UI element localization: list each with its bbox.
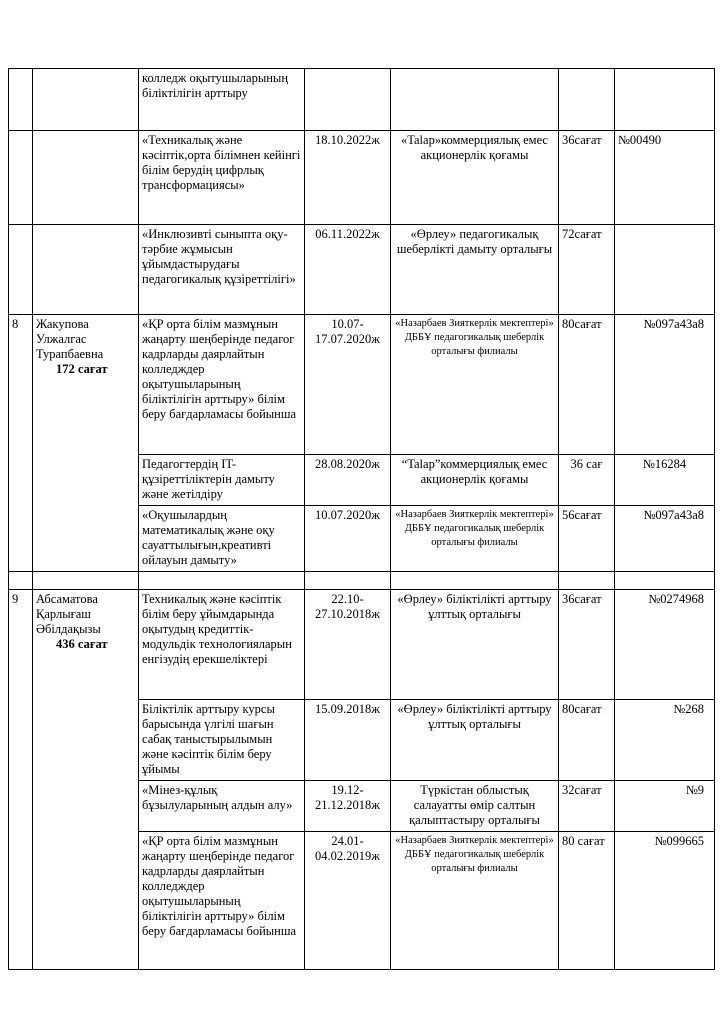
course-cell: «Оқушылардың математикалық және оқу сауаттылығын,креативті ойлауын дамыту»	[139, 506, 305, 572]
hours-cell: 72сағат	[559, 225, 615, 315]
total-hours: 436 сағат	[56, 637, 108, 651]
hours-cell: 36сағат	[559, 590, 615, 700]
hours-cell: 80 сағат	[559, 832, 615, 970]
course-cell: Техникалық және кәсіптік білім беру ұйымдарында оқытудың кредиттік-модульдік технологияларын енгізудің ерекшеліктері	[139, 590, 305, 700]
cert-cell	[615, 69, 715, 131]
date-cell: 06.11.2022ж	[305, 225, 391, 315]
training-table	[8, 68, 715, 970]
course-cell: «ҚР орта білім мазмұнын жаңарту шеңберінде педагог кадрларды даярлайтын колледждер оқытушыларының біліктілігін арттыру» білім беру бағдарламасы бойынша	[139, 832, 305, 970]
person-name: Жакупова Улжалгас Турапбаевна	[36, 317, 104, 361]
date-cell: 28.08.2020ж	[305, 455, 391, 506]
person-name-cell	[33, 590, 139, 970]
course-cell: Педагогтердің IT-құзіреттіліктерін дамыту және жетілдіру	[139, 455, 305, 506]
org-cell: Түркістан облыстық салауатты өмір салтын қалыптастыру орталығы	[391, 781, 559, 832]
cert-cell: №00490	[615, 131, 715, 225]
org-cell: «Өрлеу» біліктілікті арттыру ұлттық орталығы	[391, 700, 559, 781]
course-cell: «Инклюзивті сыныпта оқу-тәрбие жұмысын ұйымдастырудағы педагогикалық құзіреттілігі»	[139, 225, 305, 315]
hours-cell	[559, 69, 615, 131]
cert-cell	[615, 225, 715, 315]
course-cell: «ҚР орта білім мазмұнын жаңарту шеңберінде педагог кадрларды даярлайтын колледждер оқытушыларының біліктілігін арттыру» білім беру бағдарламасы бойынша	[139, 315, 305, 455]
course-cell: колледж оқытушыларының біліктілігін арттыру	[139, 69, 305, 131]
cert-cell: №097а43а8	[615, 506, 715, 572]
num-cell	[9, 69, 33, 131]
num-cell	[9, 131, 33, 225]
org-cell: «Өрлеу» біліктілікті арттыру ұлттық орталығы	[391, 590, 559, 700]
cert-cell: №9	[615, 781, 715, 832]
date-cell: 22.10-27.10.2018ж	[305, 590, 391, 700]
date-cell: 19.12-21.12.2018ж	[305, 781, 391, 832]
row-number: 9	[9, 590, 33, 970]
date-cell: 24.01-04.02.2019ж	[305, 832, 391, 970]
name-cell	[33, 225, 139, 315]
org-cell: «Өрлеу» педагогикалық шеберлікті дамыту орталығы	[391, 225, 559, 315]
cert-cell: №268	[615, 700, 715, 781]
org-cell: «Назарбаев Зияткерлік мектептері» ДББҰ педагогикалық шеберлік орталығы филиалы	[391, 315, 559, 455]
hours-cell: 36 сағ	[559, 455, 615, 506]
name-cell	[33, 69, 139, 131]
org-cell: «Назарбаев Зияткерлік мектептері» ДББҰ педагогикалық шеберлік орталығы филиалы	[391, 506, 559, 572]
person-name: Абсаматова Қарлығаш Әбілдақызы	[36, 592, 101, 636]
date-cell: 10.07.2020ж	[305, 506, 391, 572]
date-cell	[305, 69, 391, 131]
hours-cell: 32сағат	[559, 781, 615, 832]
hours-cell: 80сағат	[559, 315, 615, 455]
name-cell	[33, 131, 139, 225]
course-cell: «Мінез-құлық бұзылуларының алдын алу»	[139, 781, 305, 832]
date-cell: 10.07-17.07.2020ж	[305, 315, 391, 455]
course-cell: «Техникалық және кәсіптік,орта білімнен кейінгі білім берудің цифрлық трансформациясы»	[139, 131, 305, 225]
cert-cell: №097а43а8	[615, 315, 715, 455]
hours-cell: 80сағат	[559, 700, 615, 781]
org-cell: “Talap”коммерциялық емес акционерлік қоғамы	[391, 455, 559, 506]
spacer-row	[9, 572, 715, 590]
cert-cell: №16284	[615, 455, 715, 506]
row-number: 8	[9, 315, 33, 572]
org-cell: «Talap»коммерциялық емес акционерлік қоғамы	[391, 131, 559, 225]
table-row	[9, 69, 715, 131]
course-cell: Біліктілік арттыру курсы барысында үлгілі шағын сабақ таныстырылымын және кәсіптік білім беру ұйымы	[139, 700, 305, 781]
person-name-cell	[33, 315, 139, 572]
date-cell: 15.09.2018ж	[305, 700, 391, 781]
num-cell	[9, 225, 33, 315]
table-row	[9, 590, 715, 700]
table-row	[9, 225, 715, 315]
date-cell: 18.10.2022ж	[305, 131, 391, 225]
total-hours: 172 сағат	[56, 362, 108, 376]
cert-cell: №0274968	[615, 590, 715, 700]
hours-cell: 36сағат	[559, 131, 615, 225]
table-row	[9, 131, 715, 225]
table-row	[9, 315, 715, 455]
org-cell: «Назарбаев Зияткерлік мектептері» ДББҰ педагогикалық шеберлік орталығы филиалы	[391, 832, 559, 970]
org-cell	[391, 69, 559, 131]
hours-cell: 56сағат	[559, 506, 615, 572]
cert-cell: №099665	[615, 832, 715, 970]
